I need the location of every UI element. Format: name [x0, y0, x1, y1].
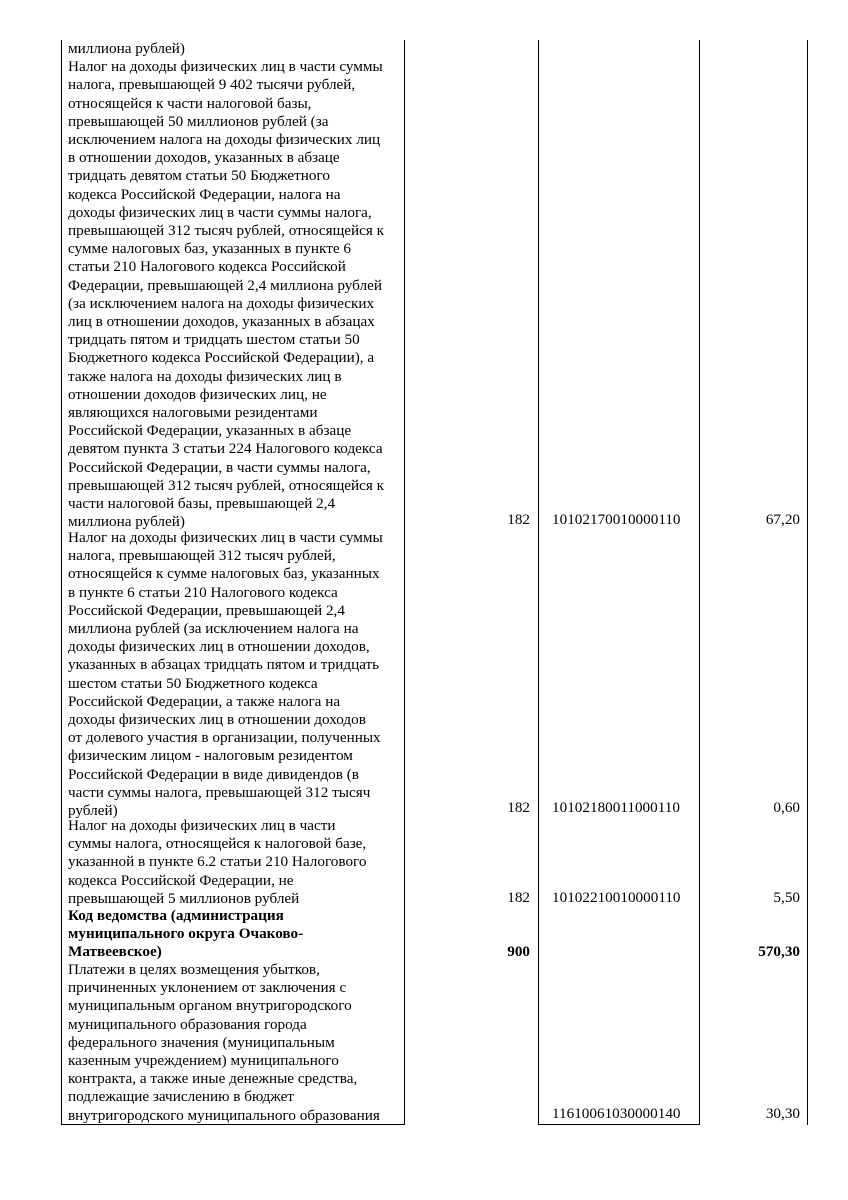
row-2-amount: 0,60 [773, 799, 800, 816]
table-bottom-right [538, 1124, 700, 1125]
column-divider-admin-code [538, 40, 539, 1125]
row-3-kbk: 10102210010000110 [552, 889, 681, 906]
row-1-description: миллиона рублей) Налог на доходы физических лиц в части суммы налога, превышающей 9 402 тысячи рублей, относящейся к части налоговой базы, превышающей 50 миллионов рублей (за исключением налога на доходы физических лиц в отношении доходов, указанных в абзаце тридцать девятом статьи 50 Бюджетного кодекса Российской Федерации, налога на доходы физических лиц в части суммы налога, превышающей 312 тысяч рублей, относящейся к сумме налоговых баз, указанных в пункте 6 статьи 210 Налогового кодекса Российской Федерации, превышающей 2,4 миллиона рублей (за исключением налога на доходы физических лиц в отношении доходов, указанных в абзацах тридцать пятом и тридцать шестом статьи 50 Бюджетного кодекса Российской Федерации), а также налога на доходы физических лиц в отношении доходов физических лиц, не являющихся налоговыми резидентами Российской Федерации, указанных в абзаце девятом пункта 3 статьи 224 Налогового кодекса Российской Федерации, в части суммы налога, превышающей 312 тысяч рублей, относящейся к части налоговой базы, превышающей 2,4 миллиона рублей) [68, 40, 385, 531]
row-5-amount: 30,30 [765, 1105, 800, 1122]
row-3-amount: 5,50 [773, 889, 800, 906]
column-divider-kbk [699, 40, 700, 1125]
row-4-department-heading: Код ведомства (администрация муниципального округа Очаково- Матвеевское) [68, 907, 304, 961]
row-5-description: Платежи в целях возмещения убытков, причиненных уклонением от заключения с муниципальным органом внутригородского муниципального образования города федерального значения (муниципальным казенным учреждением) муниципального контракта, а также иные денежные средства, подлежащие зачислению в бюджет внутригородского муниципального образования [68, 961, 380, 1124]
row-1-amount: 67,20 [765, 511, 800, 528]
column-divider-description [404, 40, 405, 1125]
row-4-amount: 570,30 [758, 943, 800, 960]
row-2-description: Налог на доходы физических лиц в части суммы налога, превышающей 312 тысяч рублей, относящейся к сумме налоговых баз, указанных в пункте 6 статьи 210 Налогового кодекса Российской Федерации, превышающей 2,4 миллиона рублей (за исключением налога на доходы физических лиц в отношении доходов, указанных в абзацах тридцать пятом и тридцать шестом статьи 50 Бюджетного кодекса Российской Федерации, а также налога на доходы физических лиц в отношении доходов от долевого участия в организации, полученных физическим лицом - налоговым резидентом Российской Федерации в виде дивидендов (в части суммы налога, превышающей 312 тысяч рублей) [68, 529, 383, 820]
table-border-left [61, 40, 62, 1125]
row-3-description: Налог на доходы физических лиц в части суммы налога, относящейся к налоговой базе, указанной в пункте 6.2 статьи 210 Налогового кодекса Российской Федерации, не превышающей 5 миллионов рублей [68, 817, 367, 907]
row-1-admin-code: 182 [507, 511, 530, 528]
row-4-admin-code: 900 [507, 943, 530, 960]
table-border-right [807, 40, 808, 1125]
row-2-kbk: 10102180011000110 [552, 799, 680, 816]
row-5-kbk: 11610061030000140 [552, 1105, 681, 1122]
row-1-kbk: 10102170010000110 [552, 511, 681, 528]
row-2-admin-code: 182 [507, 799, 530, 816]
row-3-admin-code: 182 [507, 889, 530, 906]
